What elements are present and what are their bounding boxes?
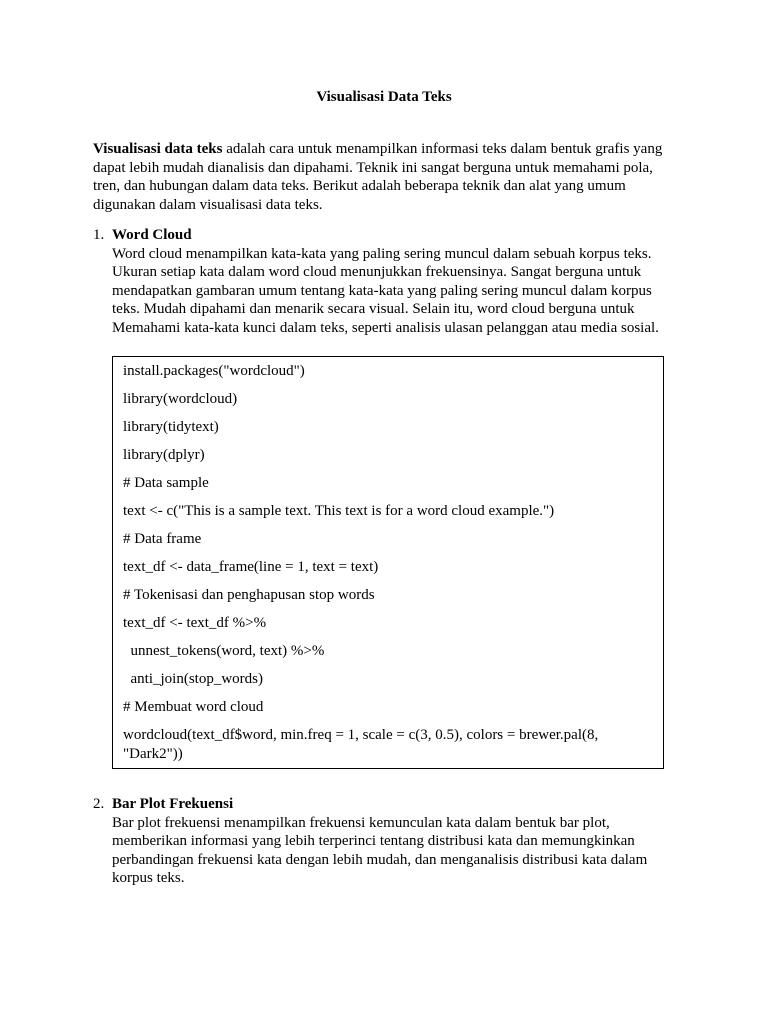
code-line: install.packages("wordcloud"): [123, 363, 305, 379]
code-line: text_df <- data_frame(line = 1, text = text): [123, 559, 379, 575]
section-title: Word Cloud: [112, 227, 192, 243]
section-body: Bar plot frekuensi menampilkan frekuensi kemunculan kata dalam bentuk bar plot, memberikan informasi yang lebih terperinci tentang distribusi kata dan memungkinkan perbandingan frekuensi kata dengan lebih mudah, dan menganalisis distribusi kata dalam korpus teks.: [112, 814, 648, 886]
code-line: wordcloud(text_df$word, min.freq = 1, scale = c(3, 0.5), colors = brewer.pal(8, "Dark2")): [123, 727, 602, 762]
code-block: [112, 356, 664, 769]
code-line: # Tokenisasi dan penghapusan stop words: [123, 587, 375, 603]
section-body: Word cloud menampilkan kata-kata yang paling sering muncul dalam sebuah korpus teks. Ukuran setiap kata dalam word cloud menunjukkan frekuensinya. Sangat berguna untuk mendapatkan gambaran umum tentang kata-kata yang paling sering muncul dalam korpus teks. Mudah dipahami dan menarik secara visual. Selain itu, word cloud berguna untuk Memahami kata-kata kunci dalam teks, seperti analisis ulasan pelanggan atau media sosial.: [112, 245, 659, 336]
code-line: # Data frame: [123, 531, 202, 547]
code-line: library(wordcloud): [123, 391, 238, 407]
section-number: 2.: [93, 796, 105, 812]
section-heading: [93, 226, 678, 245]
section-bar-plot: [93, 795, 678, 888]
code-line: text <- c("This is a sample text. This text is for a word cloud example."): [123, 503, 555, 519]
section-heading: [93, 795, 678, 814]
code-line: unnest_tokens(word, text) %>%: [123, 643, 325, 659]
code-line: anti_join(stop_words): [123, 671, 263, 687]
code-line: text_df <- text_df %>%: [123, 615, 267, 631]
intro-paragraph: [93, 140, 678, 214]
intro-text: adalah cara untuk menampilkan informasi teks dalam bentuk grafis yang dapat lebih mudah dianalisis dan dipahami. Teknik ini sangat berguna untuk memahami pola, tren, dan hubungan dalam data teks. Berikut adalah beberapa teknik dan alat yang umum digunakan dalam visualisasi data teks.: [93, 141, 663, 213]
code-line: library(dplyr): [123, 447, 205, 463]
page-title: Visualisasi Data Teks: [316, 89, 452, 105]
code-line: # Membuat word cloud: [123, 699, 264, 715]
section-word-cloud: [93, 226, 678, 337]
code-line: # Data sample: [123, 475, 209, 491]
intro-lead-bold: Visualisasi data teks: [93, 141, 223, 157]
code-line: library(tidytext): [123, 419, 219, 435]
section-title: Bar Plot Frekuensi: [112, 796, 234, 812]
section-number: 1.: [93, 227, 105, 243]
